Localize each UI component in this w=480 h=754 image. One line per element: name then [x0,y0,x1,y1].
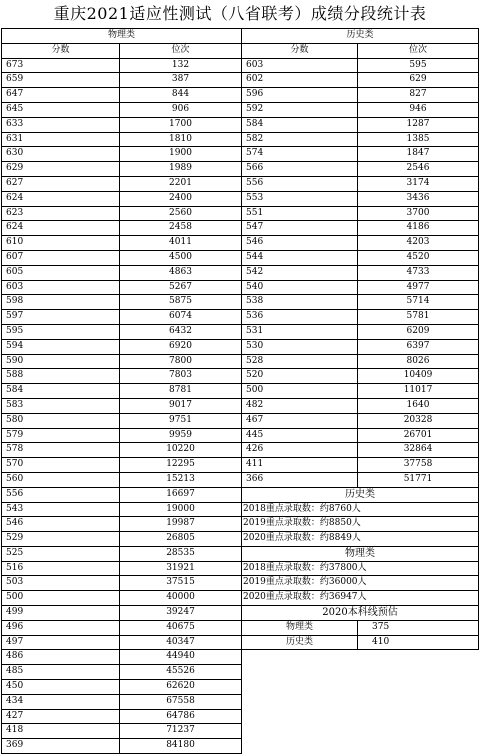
physics-row [2,517,242,532]
rank-cell: 84180 [120,739,242,754]
score-cell: 556 [2,487,120,502]
rank-cell: 20328 [358,413,479,428]
rank-cell: 8026 [358,354,479,369]
physics-row [2,250,242,265]
history-admission-header: 历史类 [242,487,479,502]
score-cell: 659 [2,73,120,88]
rank-cell: 9751 [120,413,242,428]
history-row [242,324,479,339]
score-cell: 580 [2,413,120,428]
rank-cell: 39247 [120,606,242,621]
physics-row [2,487,242,502]
score-cell: 629 [2,162,120,177]
score-cell: 594 [2,339,120,354]
physics-row [2,147,242,162]
physics-row [2,280,242,295]
rank-cell: 26805 [120,532,242,547]
score-cell: 500 [242,384,358,399]
physics-row [2,428,242,443]
physics-admission-line: 2018重点录取数：约37800人 [242,561,479,576]
history-col-score: 分数 [242,43,358,58]
score-cell: 516 [2,561,120,576]
history-row [242,88,479,103]
history-row [242,58,479,73]
score-cell: 578 [2,443,120,458]
physics-row [2,635,242,650]
physics-row [2,339,242,354]
rank-cell: 4863 [120,265,242,280]
score-cell: 553 [242,191,358,206]
history-row [242,472,479,487]
rank-cell: 7803 [120,369,242,384]
history-row [242,221,479,236]
rank-cell: 3700 [358,206,479,221]
score-cell: 546 [2,517,120,532]
history-row [242,117,479,132]
estimate-value-physics: 375 [358,620,479,635]
rank-cell: 1385 [358,132,479,147]
score-cell: 450 [2,680,120,695]
rank-cell: 40347 [120,635,242,650]
score-cell: 542 [242,265,358,280]
history-row [242,310,479,325]
score-cell: 590 [2,354,120,369]
physics-row [2,680,242,695]
physics-admission-line: 2020重点录取数：约36947人 [242,591,479,606]
history-admission-line: 2020重点录取数：约8849人 [242,532,479,547]
physics-row [2,88,242,103]
rank-cell: 28535 [120,546,242,561]
rank-cell: 5875 [120,295,242,310]
physics-row [2,694,242,709]
score-cell: 605 [2,265,120,280]
history-panel [241,28,478,650]
rank-cell: 1810 [120,132,242,147]
rank-cell: 45526 [120,665,242,680]
history-row [242,413,479,428]
rank-cell: 2201 [120,176,242,191]
score-cell: 426 [242,443,358,458]
score-cell: 496 [2,620,120,635]
history-row [242,265,479,280]
rank-cell: 15213 [120,472,242,487]
physics-row [2,176,242,191]
score-cell: 603 [2,280,120,295]
history-admission-line: 2019重点录取数：约8850人 [242,517,479,532]
score-cell: 529 [2,532,120,547]
score-cell: 623 [2,206,120,221]
physics-row [2,413,242,428]
score-cell: 574 [242,147,358,162]
rank-cell: 6920 [120,339,242,354]
physics-row [2,724,242,739]
history-admission-line: 2018重点录取数：约8760人 [242,502,479,517]
score-cell: 543 [2,502,120,517]
estimate-label-physics: 物理类 [242,620,358,635]
rank-cell: 9017 [120,398,242,413]
history-row [242,147,479,162]
physics-row [2,384,242,399]
rank-cell: 2400 [120,191,242,206]
rank-cell: 40675 [120,620,242,635]
physics-header: 物理类 [2,29,242,44]
rank-cell: 132 [120,58,242,73]
rank-cell: 5714 [358,295,479,310]
rank-cell: 1900 [120,147,242,162]
history-row [242,162,479,177]
score-cell: 525 [2,546,120,561]
rank-cell: 946 [358,102,479,117]
score-cell: 551 [242,206,358,221]
history-row [242,191,479,206]
physics-row [2,191,242,206]
score-cell: 607 [2,250,120,265]
rank-cell: 906 [120,102,242,117]
history-row [242,354,479,369]
rank-cell: 4011 [120,236,242,251]
history-row [242,73,479,88]
score-cell: 536 [242,310,358,325]
history-row [242,443,479,458]
rank-cell: 1989 [120,162,242,177]
score-cell: 597 [2,310,120,325]
history-row [242,458,479,473]
score-cell: 630 [2,147,120,162]
physics-row [2,739,242,754]
rank-cell: 12295 [120,458,242,473]
rank-cell: 7800 [120,354,242,369]
score-cell: 499 [2,606,120,621]
rank-cell: 1640 [358,398,479,413]
score-cell: 530 [242,339,358,354]
physics-row [2,458,242,473]
score-cell: 540 [242,280,358,295]
rank-cell: 40000 [120,591,242,606]
rank-cell: 67558 [120,694,242,709]
rank-cell: 1287 [358,117,479,132]
physics-row [2,472,242,487]
rank-cell: 387 [120,73,242,88]
rank-cell: 4733 [358,265,479,280]
score-cell: 627 [2,176,120,191]
score-cell: 584 [242,117,358,132]
score-cell: 546 [242,236,358,251]
rank-cell: 11017 [358,384,479,399]
rank-cell: 37758 [358,458,479,473]
physics-row [2,398,242,413]
rank-cell: 26701 [358,428,479,443]
physics-row [2,665,242,680]
rank-cell: 9959 [120,428,242,443]
physics-row [2,295,242,310]
score-cell: 427 [2,709,120,724]
rank-cell: 71237 [120,724,242,739]
physics-col-rank: 位次 [120,43,242,58]
physics-row [2,709,242,724]
estimate-header: 2020本科线预估 [242,606,479,621]
history-row [242,102,479,117]
history-row [242,176,479,191]
history-header: 历史类 [242,29,479,44]
rank-cell: 5781 [358,310,479,325]
physics-row [2,620,242,635]
score-cell: 598 [2,295,120,310]
physics-row [2,546,242,561]
rank-cell: 32864 [358,443,479,458]
score-cell: 434 [2,694,120,709]
rank-cell: 37515 [120,576,242,591]
score-cell: 624 [2,221,120,236]
physics-row [2,591,242,606]
score-cell: 570 [2,458,120,473]
history-row [242,236,479,251]
score-cell: 500 [2,591,120,606]
rank-cell: 2560 [120,206,242,221]
physics-admission-line: 2019重点录取数：约36000人 [242,576,479,591]
page-title: 重庆2021适应性测试（八省联考）成绩分段统计表 [53,4,427,23]
score-cell: 588 [2,369,120,384]
history-row [242,339,479,354]
score-cell: 584 [2,384,120,399]
rank-cell: 1700 [120,117,242,132]
physics-row [2,502,242,517]
score-cell: 503 [2,576,120,591]
score-cell: 596 [242,88,358,103]
rank-cell: 4500 [120,250,242,265]
rank-cell: 4203 [358,236,479,251]
physics-row [2,206,242,221]
rank-cell: 51771 [358,472,479,487]
rank-cell: 6432 [120,324,242,339]
score-cell: 366 [242,472,358,487]
score-cell: 647 [2,88,120,103]
history-row [242,428,479,443]
score-cell: 544 [242,250,358,265]
physics-row [2,236,242,251]
score-cell: 411 [242,458,358,473]
rank-cell: 595 [358,58,479,73]
score-cell: 520 [242,369,358,384]
history-row [242,384,479,399]
estimate-value-history: 410 [358,635,479,650]
score-cell: 547 [242,221,358,236]
rank-cell: 10409 [358,369,479,384]
estimate-label-history: 历史类 [242,635,358,650]
physics-row [2,58,242,73]
rank-cell: 4977 [358,280,479,295]
rank-cell: 6209 [358,324,479,339]
score-cell: 467 [242,413,358,428]
score-cell: 631 [2,132,120,147]
rank-cell: 6397 [358,339,479,354]
physics-row [2,132,242,147]
physics-row [2,532,242,547]
score-cell: 583 [2,398,120,413]
score-cell: 369 [2,739,120,754]
rank-cell: 44940 [120,650,242,665]
history-row [242,295,479,310]
score-cell: 595 [2,324,120,339]
physics-row [2,73,242,88]
rank-cell: 31921 [120,561,242,576]
physics-row [2,117,242,132]
history-row [242,206,479,221]
rank-cell: 6074 [120,310,242,325]
physics-row [2,369,242,384]
physics-row [2,576,242,591]
score-cell: 602 [242,73,358,88]
rank-cell: 8781 [120,384,242,399]
physics-col-score: 分数 [2,43,120,58]
physics-admission-header: 物理类 [242,546,479,561]
score-cell: 497 [2,635,120,650]
score-cell: 633 [2,117,120,132]
rank-cell: 844 [120,88,242,103]
physics-row [2,650,242,665]
physics-panel [1,28,241,754]
rank-cell: 19000 [120,502,242,517]
physics-row [2,162,242,177]
rank-cell: 2546 [358,162,479,177]
rank-cell: 64786 [120,709,242,724]
score-cell: 645 [2,102,120,117]
rank-cell: 19987 [120,517,242,532]
physics-row [2,265,242,280]
score-cell: 624 [2,191,120,206]
rank-cell: 3174 [358,176,479,191]
score-cell: 610 [2,236,120,251]
history-row [242,132,479,147]
score-cell: 579 [2,428,120,443]
history-row [242,250,479,265]
score-cell: 566 [242,162,358,177]
score-cell: 531 [242,324,358,339]
rank-cell: 4186 [358,221,479,236]
rank-cell: 16697 [120,487,242,502]
rank-cell: 2458 [120,221,242,236]
rank-cell: 1847 [358,147,479,162]
score-cell: 418 [2,724,120,739]
rank-cell: 3436 [358,191,479,206]
history-row [242,369,479,384]
score-cell: 528 [242,354,358,369]
rank-cell: 10220 [120,443,242,458]
history-row [242,280,479,295]
physics-row [2,606,242,621]
physics-row [2,102,242,117]
rank-cell: 4520 [358,250,479,265]
physics-row [2,354,242,369]
physics-row [2,324,242,339]
rank-cell: 62620 [120,680,242,695]
history-col-rank: 位次 [358,43,479,58]
physics-table [1,28,242,754]
physics-row [2,561,242,576]
score-cell: 486 [2,650,120,665]
score-cell: 592 [242,102,358,117]
history-row [242,398,479,413]
score-cell: 482 [242,398,358,413]
score-cell: 485 [2,665,120,680]
score-cell: 582 [242,132,358,147]
score-cell: 538 [242,295,358,310]
physics-row [2,221,242,236]
score-cell: 556 [242,176,358,191]
score-cell: 603 [242,58,358,73]
score-cell: 560 [2,472,120,487]
rank-cell: 5267 [120,280,242,295]
rank-cell: 827 [358,88,479,103]
score-cell: 673 [2,58,120,73]
physics-row [2,310,242,325]
score-cell: 445 [242,428,358,443]
history-table [241,28,479,650]
rank-cell: 629 [358,73,479,88]
physics-row [2,443,242,458]
